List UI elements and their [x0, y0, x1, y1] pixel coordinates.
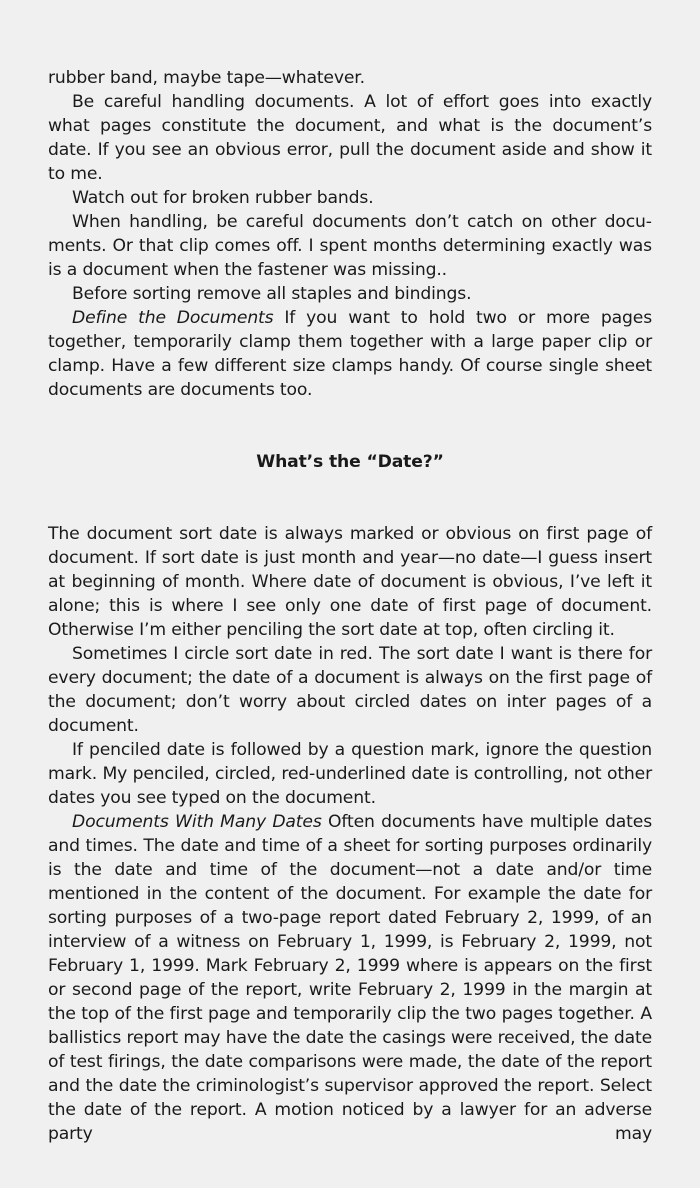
paragraph [48, 738, 652, 810]
section-heading: What’s the “Date?” [256, 452, 444, 472]
paragraph-text: If you want to hold two or more pages together, temporarily clamp them together with a large paper clip or clamp. Have a few different size clamps handy. Of course single sheet documents are documents too. [48, 308, 653, 400]
paragraph [48, 90, 652, 186]
paragraph-text: Sometimes I circle sort date in red. The sort date I want is there for every document; the date of a document is always on the first page of the document; don’t worry about circled dates on inter pages of a document. [48, 644, 652, 736]
paragraph-text: rubber band, maybe tape—whatever. [48, 68, 365, 88]
paragraph [48, 282, 652, 306]
paragraph-text: Often documents have multiple dates and times. The date and time of a sheet for sorting purposes ordinarily is the date and time of the document—not a date and/or time mentioned in the content of the document. For example the date for sorting purposes of a two-page report dated February 2, 1999, of an interview of a witness on February 1, 1999, is February 2, 1999, not February 1, 1999. Mark February 2, 1999 where is appears on the first or second page of the report, write February 2, 1999 in the margin at the top of the first page and temporarily clip the two pages together. A ballistics report may have the date the casings were received, the date of test firings, the date comparisons were made, the date of the report and the date the criminologist’s supervisor approved the report. Select the date of the report. A motion noticed by a lawyer for an adverse party may [48, 812, 652, 1144]
section-handling [48, 66, 652, 402]
paragraph-text: Be careful handling documents. A lot of effort goes into exactly what pages constitute the document, and what is the document’s date. If you see an obvious error, pull the document aside and show it to me. [48, 92, 652, 184]
section-date [48, 522, 652, 1146]
paragraph [48, 810, 652, 1146]
paragraph [48, 306, 652, 402]
paragraph [48, 642, 652, 738]
runin-heading: Documents With Many Dates [72, 812, 322, 832]
paragraph-text: Before sorting remove all staples and bindings. [72, 284, 472, 304]
document-page [48, 66, 652, 1146]
paragraph [48, 210, 652, 282]
paragraph-text: Watch out for broken rubber bands. [72, 188, 374, 208]
paragraph [48, 186, 652, 210]
runin-heading: Define the Documents [72, 308, 274, 328]
spacer [48, 474, 652, 522]
paragraph [48, 66, 652, 90]
paragraph-text: The document sort date is always marked or obvious on first page of document. If sort date is just month and year—no date—I guess insert at beginning of month. Where date of document is obvious, I’ve left it alone; this is where I see only one date of first page of document. Otherwise I’m either penciling the sort date at top, often circling it. [48, 524, 652, 640]
spacer [48, 402, 652, 450]
paragraph-text: If penciled date is followed by a question mark, ignore the question mark. My penciled, circled, red-underlined date is controlling, not other dates you see typed on the document. [48, 740, 652, 808]
paragraph-text: When handling, be careful documents don’t catch on other documents. Or that clip comes off. I spent months determining exactly was is a document when the fastener was missing.. [48, 212, 652, 280]
paragraph [48, 522, 652, 642]
